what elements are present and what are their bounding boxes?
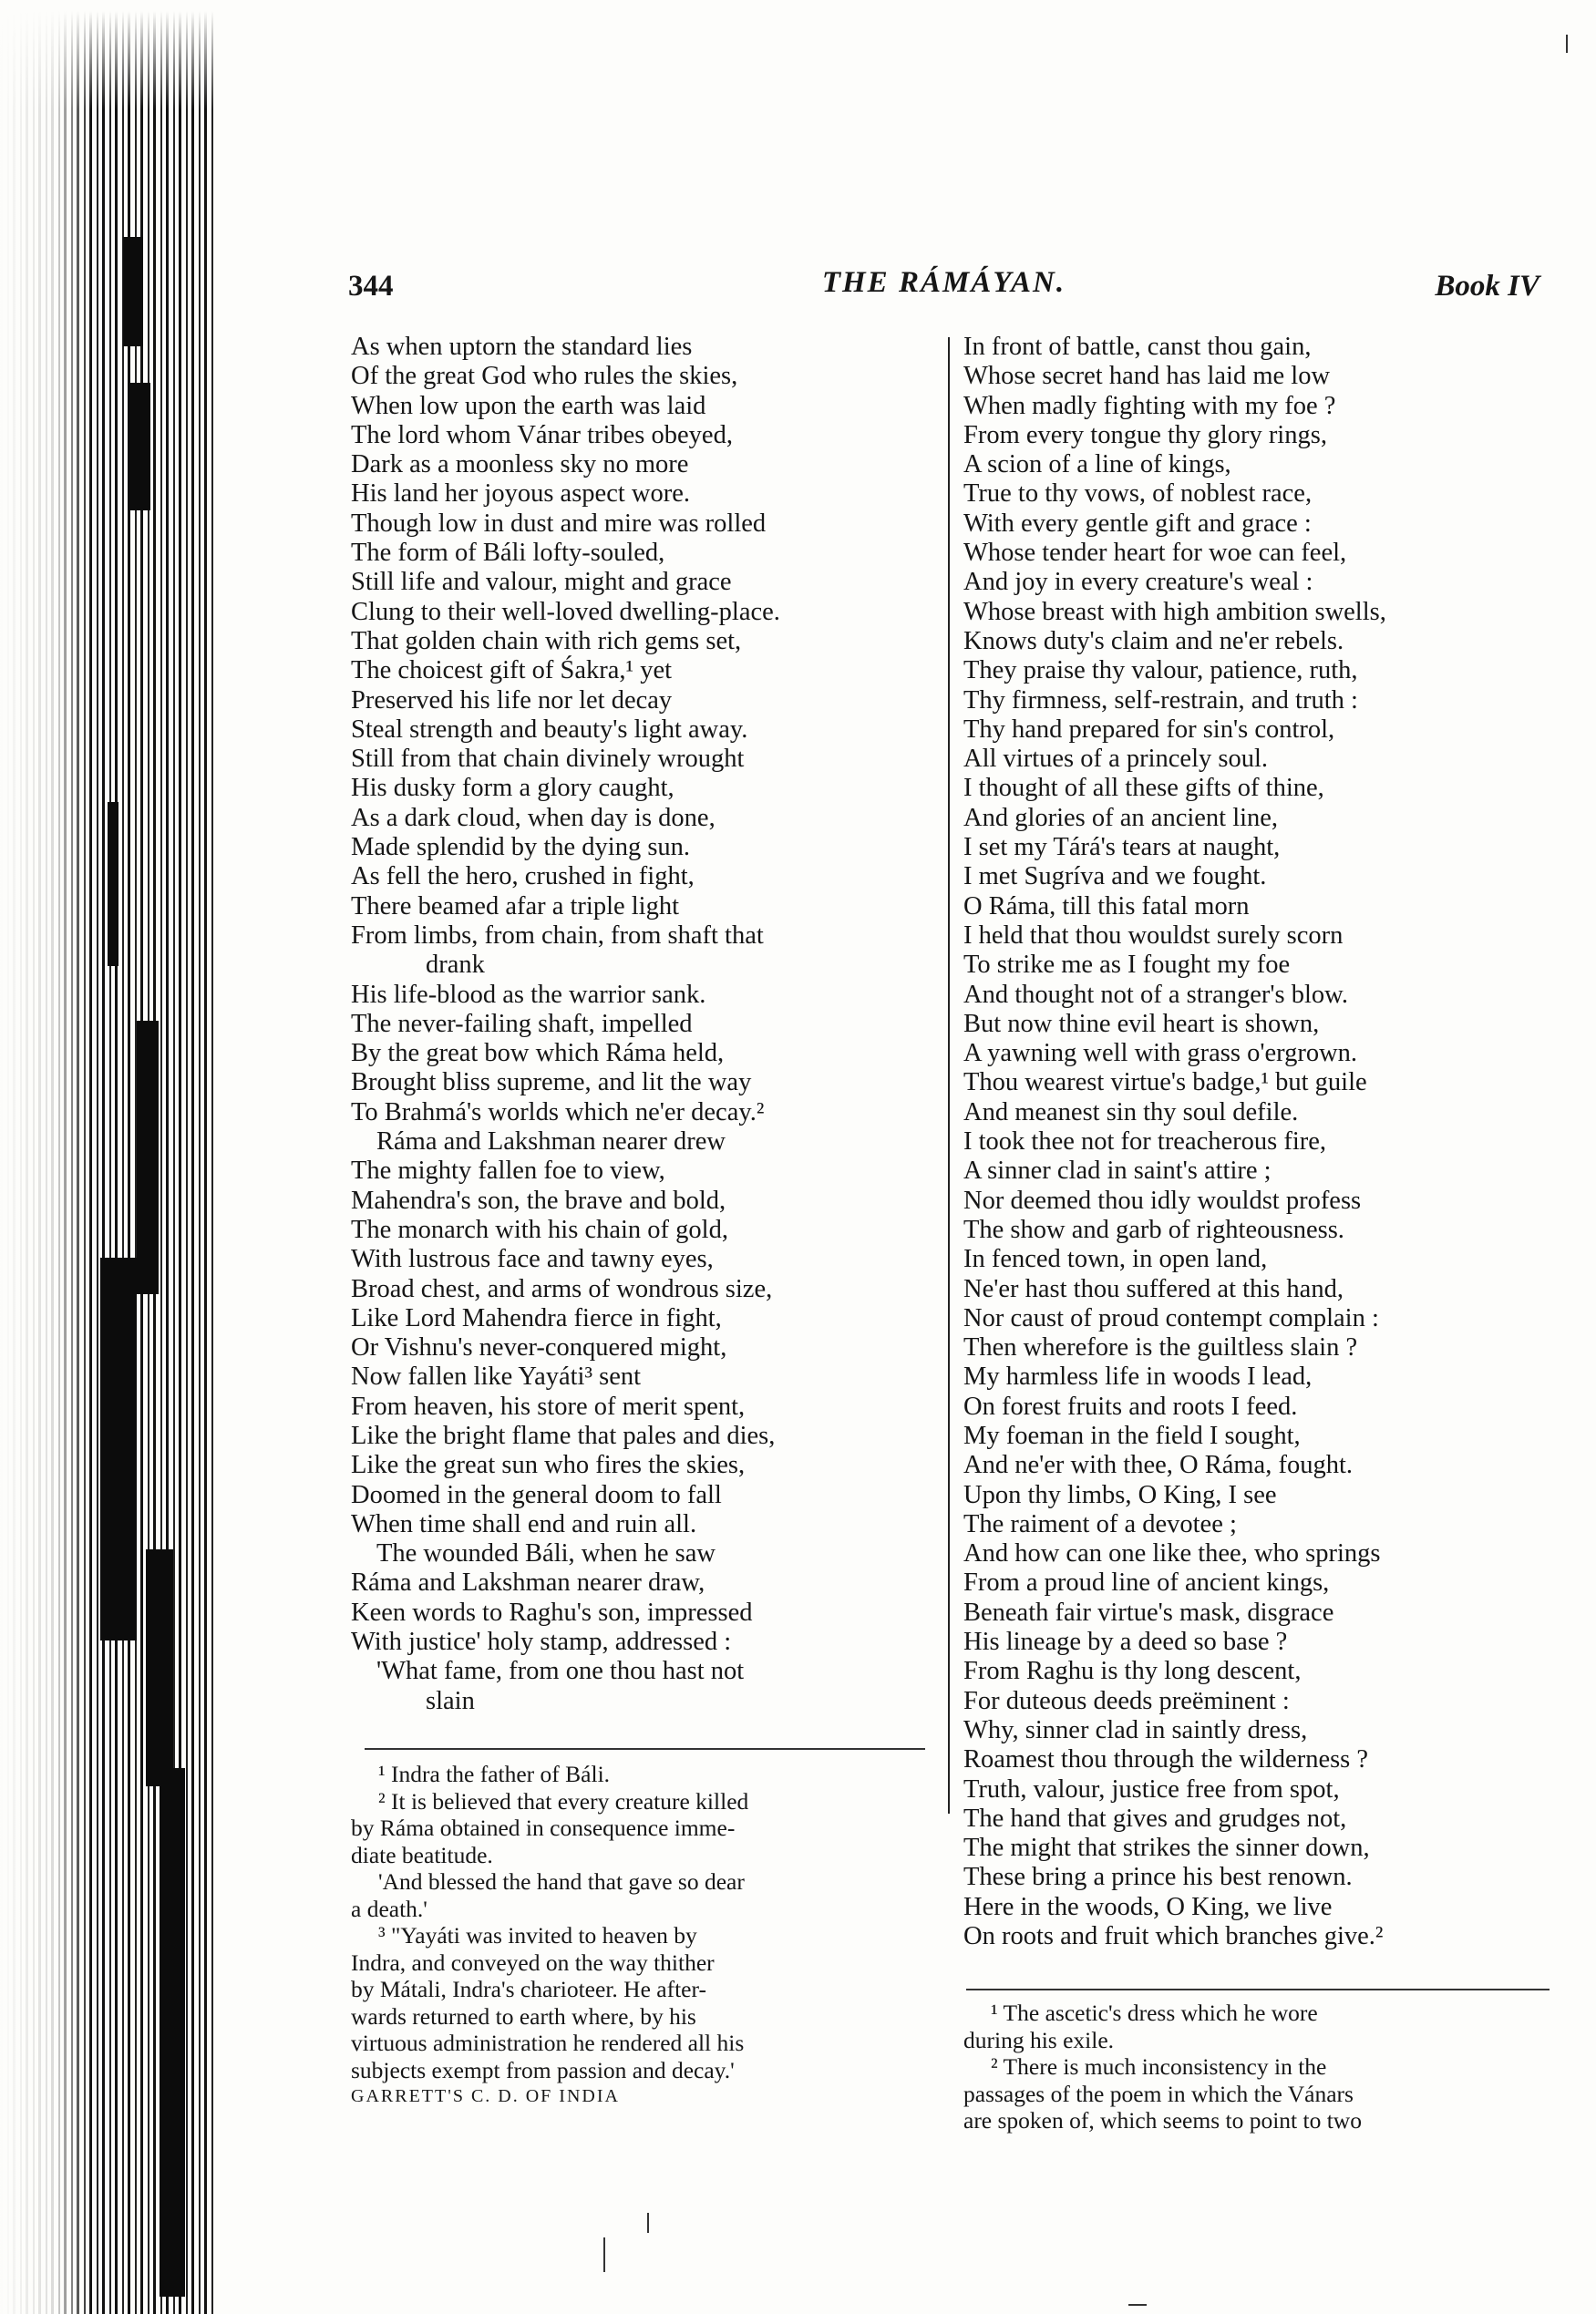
verse-line: Whose tender heart for woe can feel, (963, 539, 1347, 568)
footnote-rule-left (365, 1748, 925, 1750)
verse-line: And meanest sin thy soul defile. (963, 1097, 1299, 1126)
verse-line: Ráma and Lakshman nearer draw, (351, 1568, 705, 1598)
verse-line: With every gentle gift and grace : (963, 509, 1312, 538)
verse-line: Brought bliss supreme, and lit the way (351, 1068, 752, 1097)
right-column-poem (963, 333, 1551, 1951)
verse-line: Truth, valour, justice free from spot, (963, 1774, 1340, 1804)
verse-line: From every tongue thy glory rings, (963, 420, 1327, 449)
left-footnotes (351, 1761, 939, 2111)
verse-line: When time shall end and ruin all. (351, 1509, 697, 1538)
verse-line: O Ráma, till this fatal morn (963, 891, 1250, 920)
verse-line: And joy in every creature's weal : (963, 568, 1313, 597)
verse-line: That golden chain with rich gems set, (351, 626, 742, 655)
verse-line: True to thy vows, of noblest race, (963, 479, 1313, 509)
page-number: 344 (348, 270, 394, 303)
verse-line: In fenced town, in open land, (963, 1245, 1268, 1274)
verse-line: Ráma and Lakshman nearer drew (376, 1127, 726, 1157)
footnote-line: are spoken of, which seems to point to two (963, 2107, 1362, 2134)
verse-line: From a proud line of ancient kings, (963, 1568, 1330, 1598)
footnote-line: by Ráma obtained in consequence imme- (351, 1815, 736, 1841)
footnote-line: subjects exempt from passion and decay.' (351, 2056, 735, 2083)
verse-line: His land her joyous aspect wore. (351, 479, 690, 509)
verse-line: Still life and valour, might and grace (351, 568, 732, 597)
verse-line: Ne'er hast thou suffered at this hand, (963, 1274, 1344, 1303)
verse-line: 'What fame, from one thou hast not (376, 1657, 745, 1686)
verse-line: Upon thy limbs, O King, I see (963, 1480, 1277, 1509)
verse-line: Now fallen like Yayáti³ sent (351, 1363, 642, 1392)
footnote-line: diate beatitude. (351, 1841, 493, 1868)
book-binding-edge (0, 0, 214, 2314)
verse-line: By the great bow which Ráma held, (351, 1039, 725, 1068)
column-divider (948, 337, 950, 1814)
verse-line: And ne'er with thee, O Ráma, fought. (963, 1451, 1353, 1480)
verse-line: Then wherefore is the guiltless slain ? (963, 1333, 1358, 1363)
verse-line: A yawning well with grass o'ergrown. (963, 1039, 1358, 1068)
verse-line-continuation: slain (426, 1686, 475, 1715)
verse-line: In front of battle, canst thou gain, (963, 333, 1312, 361)
verse-line: Or Vishnu's never-conquered might, (351, 1333, 727, 1363)
verse-line: His lineage by a deed so base ? (963, 1628, 1288, 1657)
verse-line: With justice' holy stamp, addressed : (351, 1628, 732, 1657)
verse-line-continuation: drank (426, 951, 485, 980)
verse-line: Why, sinner clad in saintly dress, (963, 1715, 1308, 1744)
verse-line: Broad chest, and arms of wondrous size, (351, 1274, 773, 1303)
verse-line: Nor caust of proud contempt complain : (963, 1303, 1379, 1332)
footnote-line: passages of the poem in which the Vánars (963, 2080, 1354, 2107)
verse-line: My foeman in the field I sought, (963, 1421, 1301, 1450)
verse-line: As fell the hero, crushed in fight, (351, 862, 695, 891)
verse-line: The hand that gives and grudges not, (963, 1804, 1347, 1833)
footnote-line: a death.' (351, 1895, 427, 1922)
verse-line: On forest fruits and roots I feed. (963, 1392, 1298, 1421)
verse-line: Roamest thou through the wilderness ? (963, 1745, 1369, 1774)
verse-line: His life-blood as the warrior sank. (351, 980, 706, 1009)
verse-line: Though low in dust and mire was rolled (351, 509, 767, 538)
verse-line: As when uptorn the standard lies (351, 333, 693, 361)
verse-line: Beneath fair virtue's mask, disgrace (963, 1598, 1334, 1627)
verse-line: The monarch with his chain of gold, (351, 1215, 728, 1244)
verse-line: But now thine evil heart is shown, (963, 1009, 1320, 1038)
footnote-source: GARRETT'S C. D. OF INDIA (351, 2086, 620, 2106)
verse-line: I thought of all these gifts of thine, (963, 774, 1324, 803)
verse-line: The never-failing shaft, impelled (351, 1009, 693, 1038)
verse-line: With lustrous face and tawny eyes, (351, 1245, 714, 1274)
footnote-line: 'And blessed the hand that gave so dear (378, 1868, 745, 1895)
verse-line: His dusky form a glory caught, (351, 774, 674, 803)
verse-line: Of the great God who rules the skies, (351, 362, 738, 391)
verse-line: The wounded Báli, when he saw (376, 1539, 716, 1568)
verse-line: From heaven, his store of merit spent, (351, 1392, 746, 1421)
verse-line: Thy hand prepared for sin's control, (963, 715, 1335, 744)
verse-line: As a dark cloud, when day is done, (351, 803, 716, 832)
verse-line: Knows duty's claim and ne'er rebels. (963, 626, 1344, 655)
verse-line: I set my Tárá's tears at naught, (963, 833, 1281, 862)
verse-line: And glories of an ancient line, (963, 803, 1279, 832)
verse-line: Clung to their well-loved dwelling-place. (351, 597, 780, 626)
verse-line: Keen words to Raghu's son, impressed (351, 1598, 753, 1627)
verse-line: I met Sugríva and we fought. (963, 862, 1267, 891)
verse-line: Dark as a moonless sky no more (351, 450, 689, 479)
verse-line: The choicest gift of Śakra,¹ yet (351, 656, 673, 685)
footnote-line: ² It is believed that every creature killed (378, 1787, 749, 1815)
verse-line: The lord whom Vánar tribes obeyed, (351, 420, 733, 449)
verse-line: Whose breast with high ambition swells, (963, 597, 1386, 626)
footnote-line: ¹ The ascetic's dress which he wore (991, 2000, 1318, 2026)
verse-line: Thy firmness, self-restrain, and truth : (963, 685, 1358, 715)
verse-line: A scion of a line of kings, (963, 450, 1231, 479)
footnote-line: ¹ Indra the father of Báli. (378, 1761, 611, 1787)
verse-line: The might that strikes the sinner down, (963, 1834, 1370, 1863)
verse-line: For duteous deeds preëminent : (963, 1686, 1290, 1715)
footnote-line: Indra, and conveyed on the way thither (351, 1949, 715, 1976)
running-title: THE RÁMÁYAN. (821, 266, 1066, 299)
verse-line: Mahendra's son, the brave and bold, (351, 1186, 726, 1215)
verse-line: There beamed afar a triple light (351, 891, 680, 920)
scan-mark (603, 2237, 605, 2272)
verse-line: These bring a prince his best renown. (963, 1863, 1353, 1892)
verse-line: Like Lord Mahendra fierce in fight, (351, 1303, 722, 1332)
verse-line: The mighty fallen foe to view, (351, 1157, 665, 1186)
verse-line: All virtues of a princely soul. (963, 745, 1269, 774)
verse-line: On roots and fruit which branches give.² (963, 1922, 1384, 1951)
verse-line: Doomed in the general doom to fall (351, 1480, 722, 1509)
footnote-line: ³ "Yayáti was invited to heaven by (378, 1922, 697, 1949)
verse-line: The raiment of a devotee ; (963, 1509, 1237, 1538)
verse-line: Thou wearest virtue's badge,¹ but guile (963, 1068, 1367, 1097)
verse-line: They praise thy valour, patience, ruth, (963, 656, 1358, 685)
verse-line: When low upon the earth was laid (351, 391, 706, 420)
verse-line: A sinner clad in saint's attire ; (963, 1157, 1272, 1186)
verse-line: Whose secret hand has laid me low (963, 362, 1331, 391)
footnote-line: during his exile. (963, 2026, 1115, 2053)
verse-line: Preserved his life nor let decay (351, 685, 673, 715)
footnote-line: virtuous administration he rendered all his (351, 2030, 745, 2056)
verse-line: And how can one like thee, who springs (963, 1539, 1381, 1568)
verse-line: I held that thou wouldst surely scorn (963, 920, 1344, 950)
verse-line: From Raghu is thy long descent, (963, 1657, 1302, 1686)
verse-line: Nor deemed thou idly wouldst profess (963, 1186, 1362, 1215)
verse-line: Like the bright flame that pales and dies, (351, 1421, 776, 1450)
scan-mark (647, 2213, 649, 2233)
left-column-poem (351, 333, 939, 1716)
running-header (348, 266, 1539, 312)
verse-line: Made splendid by the dying sun. (351, 833, 691, 862)
verse-line: Still from that chain divinely wrought (351, 745, 745, 774)
footnote-line: by Mátali, Indra's charioteer. He after- (351, 1976, 706, 2002)
verse-line: Steal strength and beauty's light away. (351, 715, 748, 744)
verse-line: Here in the woods, O King, we live (963, 1892, 1333, 1921)
verse-line: I took thee not for treacherous fire, (963, 1127, 1327, 1157)
verse-line: When madly fighting with my foe ? (963, 391, 1336, 420)
verse-line: My harmless life in woods I lead, (963, 1363, 1313, 1392)
verse-line: To strike me as I fought my foe (963, 951, 1291, 980)
verse-line: And thought not of a stranger's blow. (963, 980, 1349, 1009)
verse-line: The form of Báli lofty-souled, (351, 539, 665, 568)
right-footnotes (963, 2000, 1551, 2134)
scan-mark (1128, 2304, 1147, 2306)
footnote-line: ² There is much inconsistency in the (991, 2053, 1327, 2080)
verse-line: Like the great sun who fires the skies, (351, 1451, 746, 1480)
footnote-line: wards returned to earth where, by his (351, 2002, 696, 2030)
verse-line: To Brahmá's worlds which ne'er decay.² (351, 1097, 765, 1126)
verse-line: From limbs, from chain, from shaft that (351, 920, 764, 950)
verse-line: The show and garb of righteousness. (963, 1215, 1344, 1244)
footnote-rule-right (966, 1989, 1550, 1990)
book-label: Book IV (1435, 270, 1539, 303)
scan-mark (1566, 35, 1568, 53)
